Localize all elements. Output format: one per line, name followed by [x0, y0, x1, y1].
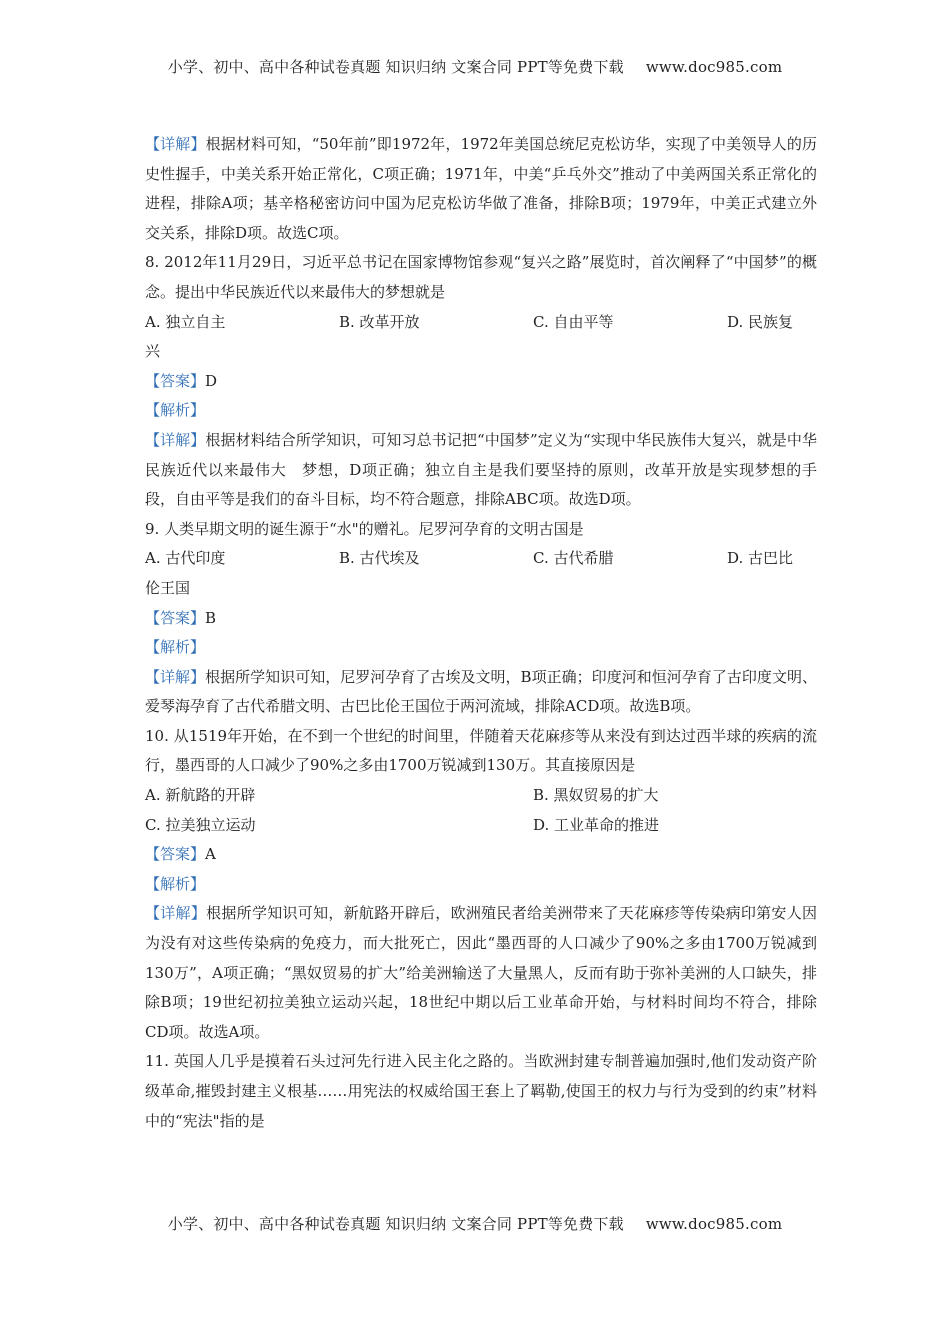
q10-answer-value: A [205, 845, 216, 864]
q9-analysis-label [145, 633, 817, 663]
q8-option-c: C. 自由平等 [533, 312, 614, 331]
q9-option-b: B. 古代埃及 [339, 549, 420, 568]
q9-detail-text: 根据所学知识可知，尼罗河孕育了古埃及文明，B项正确；印度河和恒河孕育了古印度文明、爱琴海孕育了古代希腊文明、古巴比伦王国位于两河流域，排除ACD项。故选B项。 [145, 667, 817, 716]
q10-option-b: B. 黑奴贸易的扩大 [533, 786, 659, 805]
detail-label: 【详解】 [145, 904, 207, 923]
detail-label: 【详解】 [145, 135, 206, 153]
q9-detail [145, 663, 817, 722]
q8-option-a: A. 独立自主 [145, 312, 226, 331]
analysis-label: 【解析】 [145, 401, 206, 420]
q8-detail [145, 426, 817, 515]
footer-banner [0, 1213, 950, 1234]
detail-label: 【详解】 [145, 430, 206, 449]
q9-stem: 9. 人类早期文明的诞生源于“水"的赠礼。尼罗河孕育的文明古国是 [145, 519, 584, 538]
header-banner [0, 56, 950, 77]
q7-detail-text: 根据材料可知，“50年前”即1972年，1972年美国总统尼克松访华，实现了中美领导人的历史性握手，中美关系开始正常化，C项正确；1971年，中美“乒乓外交”推动了中美两国关系正常化的进程，排除A项；基辛格秘密访问中国为尼克松访华做了准备，排除B项；1979年，中美正式建立外交关系，排除D项。故选C项。 [145, 135, 817, 242]
q7-detail [145, 130, 817, 248]
q8-answer [145, 367, 817, 397]
q9-answer [145, 604, 817, 634]
q8-analysis-label [145, 396, 817, 426]
q10-answer [145, 840, 817, 870]
q8-option-d: D. 民族复 [727, 312, 794, 331]
header-banner-text: 小学、初中、高中各种试卷真题 知识归纳 文案合同 PPT等免费下载 [167, 58, 624, 76]
answer-label: 【答案】 [145, 608, 206, 627]
q8-answer-value: D [205, 371, 218, 390]
q10-options-row1 [145, 781, 817, 811]
q9-option-a: A. 古代印度 [145, 549, 226, 568]
header-site-link[interactable]: www.doc985.com [645, 58, 783, 76]
footer-site-link[interactable]: www.doc985.com [645, 1215, 783, 1233]
q8-options [145, 308, 817, 338]
q10-option-d: D. 工业革命的推进 [533, 815, 660, 834]
q11-stem: 11. 英国人几乎是摸着石头过河先行进入民主化之路的。当欧洲封建专制普遍加强时,他们发动资产阶级革命,摧毁封建主义根基……用宪法的权威给国王套上了羁勒,使国王的权力与行为受到的约束”材料中的“宪法"指的是 [145, 1052, 817, 1130]
q10-detail-text: 根据所学知识可知，新航路开辟后，欧洲殖民者给美洲带来了天花麻疹等传染病印第安人因为没有对这些传染病的免疫力，而大批死亡，因此“墨西哥的人口减少了90%之多由1700万锐减到130万”，A项正确；“黑奴贸易的扩大”给美洲输送了大量黑人，反而有助于弥补美洲的人口缺失，排除B项；19世纪初拉美独立运动兴起，18世纪中期以后工业革命开始，与材料时间均不符合，排除CD项。故选A项。 [145, 904, 817, 1041]
q10-options-row2 [145, 811, 817, 841]
answer-label: 【答案】 [145, 845, 206, 864]
q9-option-c: C. 古代希腊 [533, 549, 614, 568]
q10-detail [145, 899, 817, 1047]
document-body [145, 130, 817, 1136]
q9-answer-value: B [205, 608, 217, 627]
analysis-label: 【解析】 [145, 874, 206, 893]
q8-option-d-wrap: 兴 [145, 342, 161, 361]
footer-banner-text: 小学、初中、高中各种试卷真题 知识归纳 文案合同 PPT等免费下载 [167, 1215, 624, 1233]
q9-option-d: D. 古巴比 [727, 549, 794, 568]
analysis-label: 【解析】 [145, 638, 206, 657]
q9-option-d-wrap: 伦王国 [145, 578, 191, 597]
answer-label: 【答案】 [145, 371, 206, 390]
q8-option-b: B. 改革开放 [339, 312, 420, 331]
q10-stem: 10. 从1519年开始，在不到一个世纪的时间里，伴随着天花麻疹等从来没有到达过西半球的疾病的流行，墨西哥的人口减少了90%之多由1700万锐减到130万。其直接原因是 [145, 726, 817, 775]
q8-stem: 8. 2012年11月29日，习近平总书记在国家博物馆参观“复兴之路”展览时，首次阐释了“中国梦”的概念。提出中华民族近代以来最伟大的梦想就是 [145, 253, 817, 301]
q9-options [145, 544, 817, 574]
q10-option-c: C. 拉美独立运动 [145, 815, 256, 834]
q10-analysis-label [145, 870, 817, 900]
q8-detail-text: 根据材料结合所学知识，可知习总书记把“中国梦”定义为“实现中华民族伟大复兴，就是中华民族近代以来最伟大 梦想，D项正确；独立自主是我们要坚持的原则，改革开放是实现梦想的手段，自由平等是我们的奋斗目标，均不符合题意，排除ABC项。故选D项。 [145, 430, 817, 509]
detail-label: 【详解】 [145, 667, 206, 686]
q10-option-a: A. 新航路的开辟 [145, 786, 256, 805]
